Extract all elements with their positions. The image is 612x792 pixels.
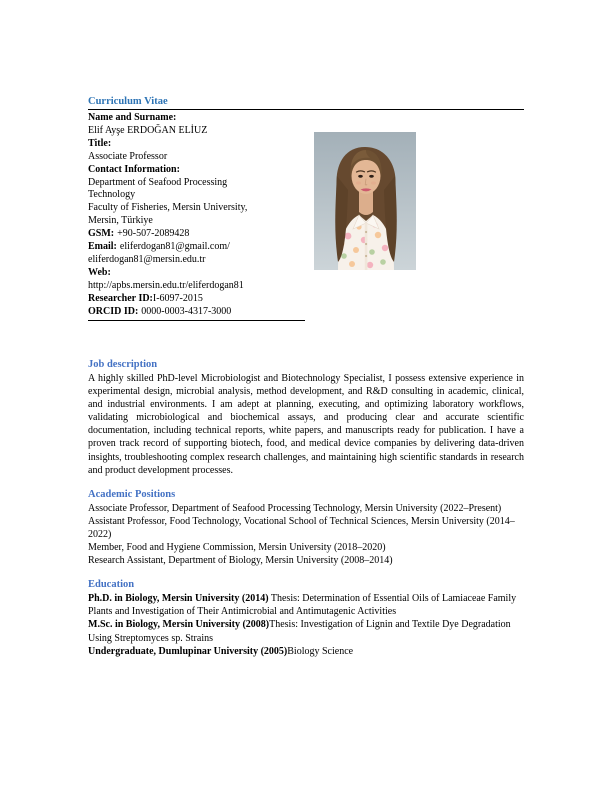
orcid-label: ORCID ID: — [88, 305, 139, 317]
academic-position-item: Member, Food and Hygiene Commission, Mersin University (2018–2020) — [88, 542, 386, 554]
section-job-description — [88, 358, 524, 477]
email-value-2: eliferdogan81@mersin.edu.tr — [88, 253, 206, 265]
education-degree: M.Sc. in Biology, Mersin University (2008) — [88, 619, 270, 631]
education-item — [88, 618, 524, 644]
contact-block — [88, 110, 524, 320]
orcid-row — [88, 306, 305, 319]
web-label: Web: — [88, 266, 111, 278]
portrait-photo — [314, 132, 416, 270]
education-heading: Education — [88, 579, 135, 591]
education-detail: Thesis: Determination of Essential Oils of Lamiaceae Family Plants and Investigation of Their Antimicrobial and Antimutagenic Activities — [88, 593, 517, 618]
orcid-value: 0000-0003-4317-3000 — [141, 305, 232, 317]
academic-position-item: Associate Professor, Department of Seafood Processing Technology, Mersin University (2022–Present) — [88, 502, 502, 514]
address-line: Mersin, Türkiye — [88, 215, 153, 227]
email-label: Email: — [88, 241, 117, 253]
academic-position-item: Assistant Professor, Food Technology, Vocational School of Technical Sciences, Mersin University (2014–2022) — [88, 515, 515, 540]
education-degree: Ph.D. in Biology, Mersin University (2014) — [88, 593, 269, 605]
job-description-heading: Job description — [88, 359, 158, 370]
education-detail: Thesis: Investigation of Lignin and Textile Dye Degradation Using Streptomyces sp. Strains — [88, 619, 511, 644]
job-description-text: A highly skilled PhD-level Microbiologist and Biotechnology Specialist, I possess extensive experience in experimental design, microbial analysis, method development, and R&D consulting in academic, clinical, and industrial environments. I am adept at planning, executing, and optimizing laboratory workflows, validating microbiological and biochemical assays, and producing clear and accurate scientific documentation, including technical reports, white papers, and manuscripts ready for publication. I have a proven track record of supporting biotech, food, and medical device companies by delivering data-driven insights, troubleshooting complex research challenges, and maintaining high scientific standards in research and product development processes. — [88, 373, 524, 476]
education-item — [88, 592, 524, 618]
portrait-photo-image — [314, 132, 416, 270]
title-value: Associate Professor — [88, 150, 168, 162]
contact-details — [88, 110, 305, 321]
education-detail: Biology Science — [287, 645, 354, 657]
page-title: Curriculum Vitae — [88, 96, 524, 110]
gsm-row — [88, 228, 305, 241]
researcher-id-label: Researcher ID: — [88, 292, 153, 304]
email-row — [88, 241, 305, 254]
section-education — [88, 578, 524, 657]
address-line: Department of Seafood Processing — [88, 176, 228, 188]
education-item — [88, 645, 524, 658]
email-value-1: eliferdogan81@gmail.com/ — [119, 241, 230, 253]
contact-info-label: Contact Information: — [88, 163, 180, 175]
cv-content — [88, 96, 524, 658]
address-line: Faculty of Fisheries, Mersin University, — [88, 202, 248, 214]
gsm-label: GSM: — [88, 228, 115, 240]
name-label: Name and Surname: — [88, 112, 177, 123]
title-label: Title: — [88, 137, 112, 149]
education-degree: Undergraduate, Dumlupinar University (2005) — [88, 645, 288, 657]
section-academic-positions — [88, 488, 524, 567]
gsm-value: +90-507-2089428 — [117, 228, 190, 240]
academic-position-item: Research Assistant, Department of Biology, Mersin University (2008–2014) — [88, 555, 393, 567]
web-value: http://apbs.mersin.edu.tr/eliferdogan81 — [88, 279, 244, 291]
researcher-id-value: I-6097-2015 — [152, 292, 203, 304]
address-line: Technology — [88, 189, 136, 201]
researcher-id-row — [88, 293, 305, 306]
name-value: Elif Ayşe ERDOĞAN ELİUZ — [88, 124, 208, 136]
academic-positions-heading: Academic Positions — [88, 488, 176, 500]
